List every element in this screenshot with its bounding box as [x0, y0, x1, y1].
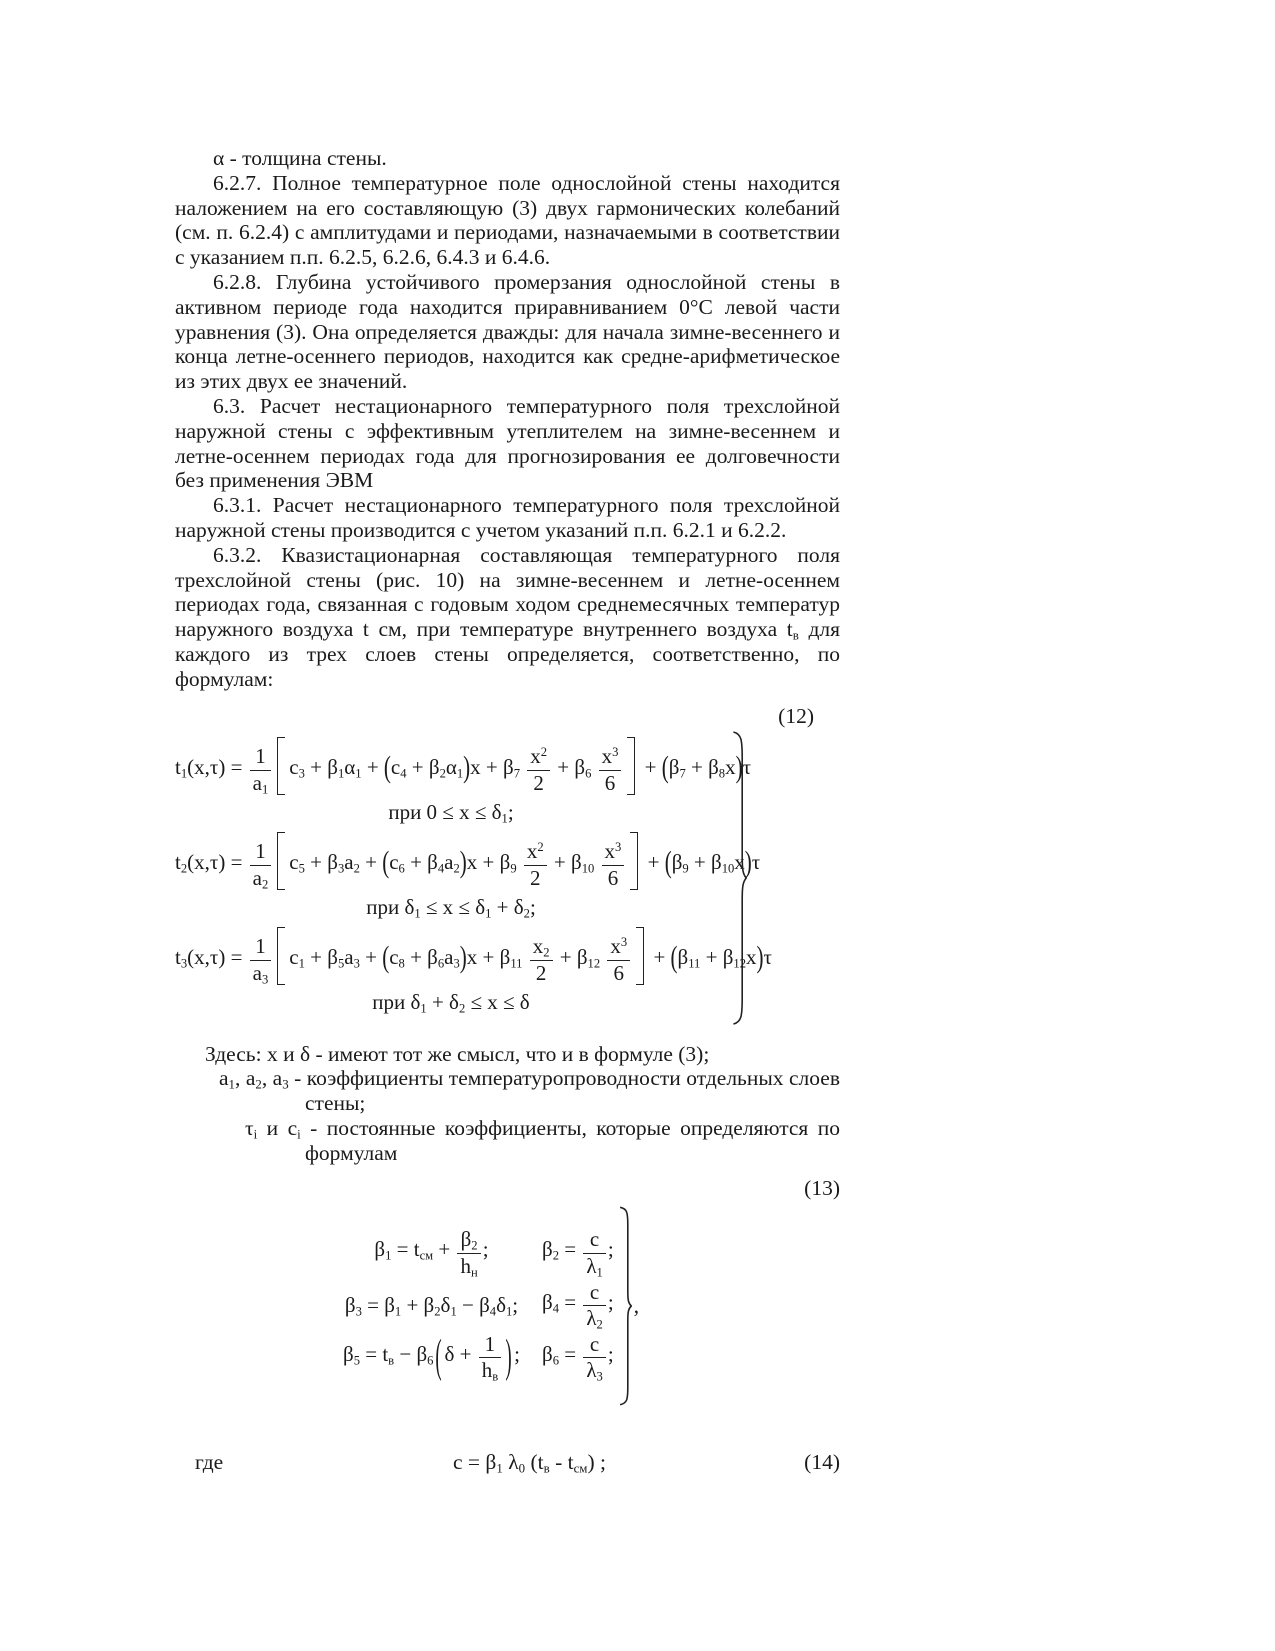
- formula-13-equations: [343, 1228, 614, 1382]
- formula-13-system: [343, 1206, 840, 1406]
- equation-t1-condition: при $0 \le x \le \delta_1$;: [388, 799, 514, 826]
- formula-14: $c = \beta_1$ $\lambda_0$ $(t_в - t_{см})$ ;: [453, 1449, 606, 1476]
- beta4-equation: $\beta_4$ = $\frac{c}{\lambda_2}$ ;: [542, 1279, 614, 1332]
- paragraph-zdes: Здесь: x и δ - имеют тот же смысл, что и в формуле (3);: [205, 1041, 710, 1066]
- formula-13-label: (13): [804, 1175, 840, 1200]
- equation-t1: $t_1(x,\tau)$ = $\frac{1}{a_1}$ $c_3 + \beta_1\alpha_1 + (c_4 + \beta_2\alpha_1)x + \beta_7$ $\frac{x^2}{2}$ + $\beta_6$ $\frac{x^3}{6}$ + $(\beta_7 + \beta_8x)\tau$: [175, 740, 727, 798]
- equation-t3-condition: при $\delta_1 + \delta_2 \le x \le \delta$: [372, 989, 530, 1016]
- equation-t3: $t_3(x,\tau)$ = $\frac{1}{a_3}$ $c_1 + \beta_5a_3 + (c_8 + \beta_6a_3)x + \beta_{11}$ $\frac{x_2}{2}$ + $\beta_{12}$ $\frac{x^3}{6}$ + $(\beta_{11} + \beta_{12}x)\tau$: [175, 930, 727, 988]
- formula-12-equations: [175, 730, 772, 1026]
- paragraph-6-2-7: 6.2.7. Полное температурное поле однослойной стены находится наложением на его составляющую (3) двух гармонических колебаний (см. п. 6.2.4) с амплитудами и периодами, назначаемыми в соответствии с указанием п.п. 6.2.5, 6.2.6, 6.4.3 и 6.4.6.: [175, 170, 840, 270]
- gde-label: где: [195, 1449, 224, 1474]
- paragraph-coefficients-a: $а_1$, $а_2$, $а_3$ - коэффициенты температуропроводности отдельных слоев стены;: [219, 1066, 840, 1116]
- beta2-equation: $\beta_2$ = $\frac{c}{\lambda_1}$ ;: [542, 1227, 614, 1280]
- paragraph-6-2-8: 6.2.8. Глубина устойчивого промерзания однослойной стены в активном периоде года находится приравниванием 0°С левой части уравнения (3). Она определяется дважды: для начала зимне-весеннего и конца летне-осеннего периодов, находится как средне-арифметическое из этих двух ее значений.: [175, 269, 840, 394]
- beta5-equation: $\beta_5 = t_в - \beta_6$ ( δ + $\frac{1}{h_в}$ ) ;: [343, 1328, 520, 1384]
- formula-13-comma: ,: [633, 1292, 640, 1318]
- equation-t2-condition: при $\delta_1 \le x \le \delta_1 + \delta_2$;: [366, 894, 536, 921]
- formula-12-label: (12): [778, 703, 814, 728]
- paragraph-coefficients-tau: $\tau_i$ и $c_i$ - постоянные коэффициенты, которые определяются по формулам: [245, 1115, 840, 1165]
- equation-t2: $t_2(x,\tau)$ = $\frac{1}{a_2}$ $c_5 + \beta_3a_2 + (c_6 + \beta_4a_2)x + \beta_9$ $\frac{x^2}{2}$ + $\beta_{10}$ $\frac{x^3}{6}$ + $(\beta_9 + \beta_{10}x)\tau$: [175, 835, 727, 893]
- paragraph-alpha-definition: α - толщина стены.: [213, 146, 387, 170]
- paragraph-6-3-2: 6.3.2. Квазистационарная составляющая температурного поля трехслойной стены (рис. 10) на зимне-весеннем и летне-осеннем периодах года, связанная с годовым ходом среднемесячных температур наружного воздуха t см, при температуре внутреннего воздуха $t_в$ для каждого из трех слоев стены определяется, соответственно, по формулам:: [175, 542, 841, 691]
- formula-14-row: [175, 1450, 840, 1480]
- beta3-equation: $\beta_3 = \beta_1 + \beta_2\delta_1 - \beta_4\delta_1$;: [344, 1293, 519, 1319]
- paragraph-6-3-1: 6.3.1. Расчет нестационарного температурного поля трехслойной наружной стены производится с учетом указаний п.п. 6.2.1 и 6.2.2.: [175, 493, 840, 542]
- formula-12-system: [175, 730, 840, 1026]
- paragraph-6-3: 6.3. Расчет нестационарного температурного поля трехслойной наружной стены с эффективным утеплителем на зимне-весеннем и летне-осеннем периодах года для прогнозирования ее долговечности без применения ЭВМ: [175, 393, 840, 493]
- beta1-equation: $\beta_1 = t_{см}$ + $\frac{\beta_2}{h_н}$ ;: [374, 1227, 489, 1280]
- curly-brace-icon: [618, 1206, 632, 1406]
- beta6-equation: $\beta_6$ = $\frac{c}{\lambda_3}$ ;: [542, 1331, 614, 1384]
- formula-14-label: (14): [804, 1449, 840, 1474]
- text-column: [175, 146, 840, 1480]
